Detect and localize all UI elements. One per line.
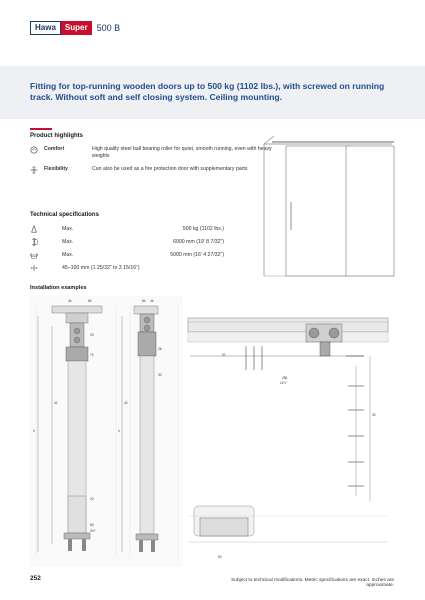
brand-hawa: Hawa — [30, 21, 61, 35]
highlight-comfort-text: High quality steel ball bearing roller for quiet, smooth running, even with heavy weights — [92, 146, 272, 159]
installation-drawing — [30, 296, 396, 566]
dim-top3: 84 — [142, 299, 146, 303]
spec-thickness-value: 45–100 mm (1 25/32” to 3 15/16”) — [62, 265, 140, 271]
brand-super: Super — [61, 21, 92, 35]
highlight-comfort-label: Comfort — [44, 146, 65, 152]
dim-top2: 84 — [88, 299, 92, 303]
brand-logo — [30, 21, 125, 35]
height-icon — [30, 238, 38, 246]
highlights-title: Product highlights — [30, 133, 83, 139]
spec-width-value: 5000 mm (16’ 4 27/32”) — [170, 252, 224, 258]
dim-top1: 44 — [68, 299, 72, 303]
flexibility-icon — [30, 166, 38, 174]
dim-d3: 26 — [158, 347, 162, 351]
dim-v2: 42 — [124, 401, 128, 405]
page-number: 252 — [30, 575, 41, 582]
brand-model: 500 B — [96, 23, 121, 33]
elevation-view — [188, 318, 388, 542]
page-title: Fitting for top-running wooden doors up to 500 kg (1102 lbs.), with screwed on running track. Without soft and self closing system. Ceiling mounting. — [30, 81, 385, 102]
dim-v3: 30 — [372, 413, 376, 417]
spec-weight-value: 500 kg (1102 lbs.) — [182, 226, 224, 232]
width-icon — [30, 251, 38, 259]
dim-d5: 57 — [222, 353, 226, 357]
weight-icon — [30, 225, 38, 233]
dim-v1: 42 — [54, 401, 58, 405]
spec-height-label: Max. — [62, 239, 74, 245]
spec-width-label: Max. — [62, 252, 74, 258]
dim-d9: 3⅜″ — [90, 529, 96, 533]
dim-d8: 80 — [90, 523, 94, 527]
dim-d11: 60 — [218, 555, 222, 559]
dim-d4: 30 — [158, 373, 162, 377]
section-divider — [30, 128, 52, 130]
dim-d1: 20 — [90, 333, 94, 337]
footer-note: Subject to technical modifications. Metric specifications are exact. Inches are approximate. — [231, 578, 394, 588]
spec-weight-label: Max. — [62, 226, 74, 232]
highlight-flexibility-text: Can also be used as a fire protection door with supplementary parts — [92, 166, 248, 172]
highlight-flexibility-label: Flexibility — [44, 166, 68, 172]
specs-title: Technical specifications — [30, 212, 99, 218]
dim-d7: 11⅔″ — [280, 381, 288, 385]
dim-h1: h — [33, 429, 35, 433]
spec-height-value: 6000 mm (19’ 8 7/32”) — [173, 239, 224, 245]
dim-h2: h — [118, 429, 120, 433]
dim-d10: 20 — [90, 497, 94, 501]
comfort-icon — [30, 146, 38, 154]
door-illustration — [262, 132, 402, 278]
dim-d2: 73 — [90, 353, 94, 357]
dim-d6: 286 — [282, 376, 288, 380]
thickness-icon — [30, 264, 38, 272]
install-title: Installation examples — [30, 285, 87, 291]
dim-top4: 44 — [150, 299, 154, 303]
